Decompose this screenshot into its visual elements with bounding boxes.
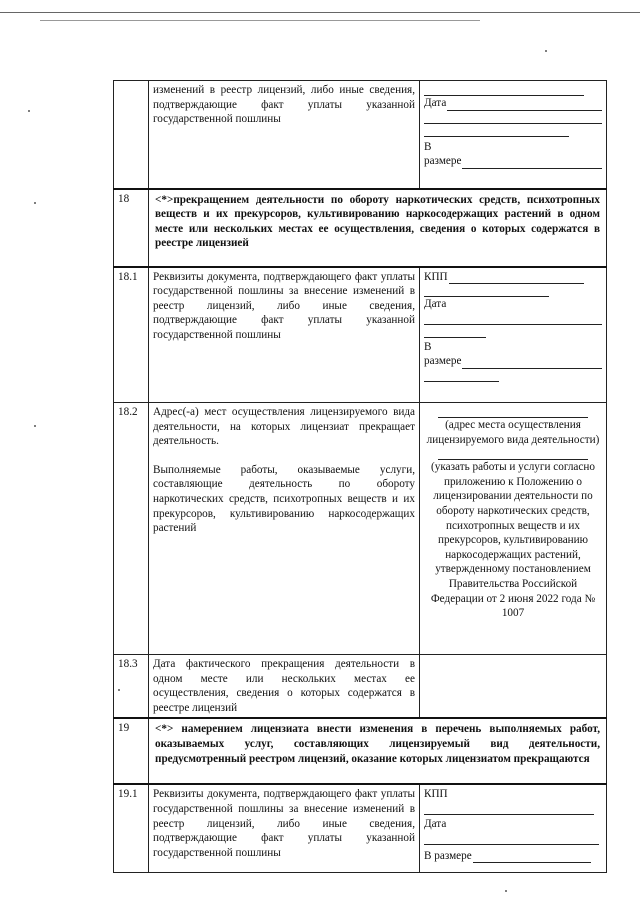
date-label: Дата (424, 97, 447, 109)
license-form-table (113, 80, 607, 873)
blank-line (424, 312, 602, 325)
amount-field (424, 154, 602, 169)
scan-speck (34, 202, 36, 204)
amount-blank (462, 357, 602, 369)
amount-field (424, 354, 602, 369)
date-label: Дата (424, 298, 447, 311)
table-row (114, 784, 607, 872)
blank-line (438, 405, 588, 418)
scan-speck (34, 425, 36, 427)
table-row (114, 655, 607, 719)
amount-label: размере (424, 355, 462, 368)
section-heading: <*>прекращением деятельности по обороту наркотических средств, психотропных веществ и их прекурсоров, культивированию наркосодержащих растений в одном месте или нескольких местах ее осуществления, сведения о которых содержатся в реестре лицензией (149, 189, 607, 267)
amount-field (424, 849, 602, 864)
blank-line (424, 369, 499, 382)
works-description: Выполняемые работы, оказываемые услуги, составляющие деятельность по обороту наркотических средств, психотропных веществ и их прекурсоров, культивированию наркосодержащих растений (153, 463, 415, 535)
amount-label: В размере (424, 849, 472, 862)
blank-line (424, 83, 584, 96)
payment-fields (420, 267, 607, 403)
row-number: 18.1 (114, 267, 149, 403)
address-and-works-fields (420, 403, 607, 655)
table-row (114, 189, 607, 267)
in-label: В (424, 340, 432, 353)
amount-blank (462, 157, 602, 169)
payment-fields (420, 784, 607, 872)
row-description: Реквизиты документа, подтверждающего факт уплаты государственной пошлины за внесение изменений в реестр лицензий, либо иные сведения, подтверждающие факт уплаты указанной государственной пошлины (149, 267, 420, 403)
row-number: 19.1 (114, 784, 149, 872)
kpp-label: КПП (424, 788, 448, 801)
row-description: Реквизиты документа, подтверждающего факт уплаты государственной пошлины за внесение изменений в реестр лицензий, либо иные сведения, подтверждающие факт уплаты указанной государственной пошлины (149, 784, 420, 872)
in-label: В (424, 140, 432, 153)
table-row (114, 403, 607, 655)
row-number (114, 81, 149, 189)
kpp-field (424, 270, 602, 285)
blank-line (424, 325, 486, 338)
amount-blank (473, 851, 591, 863)
scan-speck (505, 890, 507, 892)
date-field (424, 96, 602, 111)
row-number: 18 (114, 189, 149, 267)
empty-value (420, 655, 607, 719)
blank-line (424, 124, 569, 137)
blank-line (424, 802, 594, 815)
date-label: Дата (424, 817, 447, 830)
scan-speck (28, 110, 30, 112)
scan-artifact-line (0, 12, 640, 13)
kpp-label: КПП (424, 270, 448, 283)
row-number: 19 (114, 718, 149, 784)
kpp-blank (449, 272, 584, 284)
row-number: 18.2 (114, 403, 149, 655)
scan-artifact-line (40, 20, 480, 21)
table-row (114, 718, 607, 784)
date-blank (447, 99, 602, 111)
works-hint: (указать работы и услуги согласно приложению к Положению о лицензировании деятельности по обороту наркотических средств, психотропных веществ и их прекурсоров, культивированию наркосодержащих растений, утвержденному постановлением Правительства Российской Федерации от 2 июня 2022 года № 1007 (430, 461, 596, 620)
table-row (114, 81, 607, 189)
blank-line (424, 832, 599, 845)
section-heading: <*> намерением лицензиата внести изменения в перечень выполняемых работ, оказываемых услуг, составляющих лицензируемый вид деятельности, предусмотренный реестром лицензий, оказание которых лицензиатом прекращаются (149, 718, 607, 784)
address-description: Адрес(-а) мест осуществления лицензируемого вида деятельности, на которых лицензиат прекращает деятельность. (153, 406, 415, 448)
row-description: изменений в реестр лицензий, либо иные сведения, подтверждающие факт уплаты указанной государственной пошлины (149, 81, 420, 189)
spacer (153, 449, 415, 463)
row-description (149, 403, 420, 655)
blank-line (438, 447, 588, 460)
amount-label: размере (424, 155, 462, 168)
payment-fields (420, 81, 607, 189)
address-hint: (адрес места осуществления лицензируемого вида деятельности) (426, 419, 600, 446)
row-description: Дата фактического прекращения деятельности в одном месте или нескольких местах ее осуществления, сведения о которых содержатся в реестре лицензий (149, 655, 420, 719)
scan-speck (545, 50, 547, 52)
blank-line (424, 111, 602, 124)
row-number: 18.3 (114, 655, 149, 719)
blank-line (424, 284, 549, 297)
table-row (114, 267, 607, 403)
